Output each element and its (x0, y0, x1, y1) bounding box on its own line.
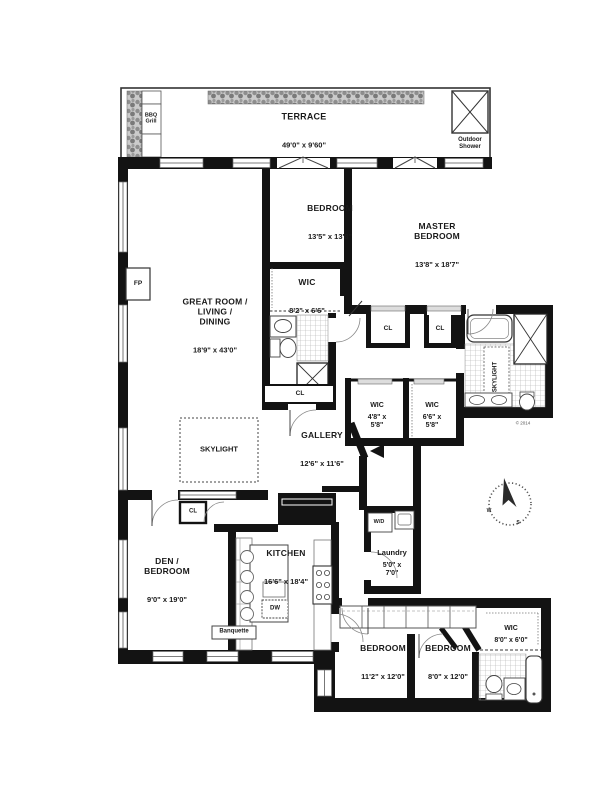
master-bathroom (465, 314, 547, 410)
room-label-wic-mid: WIC 6'6" x 5'8" (422, 401, 442, 429)
compass-west-label: W (486, 508, 492, 515)
room-label-den: DEN / BEDROOM 9'0" x 19'0" (144, 555, 190, 604)
skylight-label-great-room: SKYLIGHT (200, 444, 238, 454)
compass-south-label: S (516, 520, 520, 527)
closet-label: CL (189, 508, 197, 515)
bathtub (526, 656, 542, 703)
room-label-bedroom-3: BEDROOM 11'2" x 12'0" (360, 642, 406, 681)
outdoor-shower-box (452, 91, 488, 133)
compass (486, 478, 531, 525)
bbq-grill-label: BBQ Grill (144, 112, 158, 125)
room-label-wic-small: WIC 4'8" x 5'8" (367, 401, 387, 429)
closet-label: CL (295, 390, 305, 398)
toilet (280, 339, 296, 358)
room-label-wic-rear: WIC 8'0" x 6'0" (494, 624, 528, 644)
banquette-label: Banquette (219, 628, 249, 635)
fireplace-label: FP (133, 280, 143, 288)
washer-dryer-label: W/D (373, 518, 385, 525)
stool (241, 551, 254, 564)
stool (241, 571, 254, 584)
sink (507, 684, 521, 695)
toilet (520, 394, 535, 410)
room-label-terrace: TERRACE 49'0" x 9'60" (281, 111, 327, 150)
room-label-master-bedroom: MASTER BEDROOM 13'8" x 18'7" (414, 220, 460, 269)
closet-label: CL (435, 325, 445, 333)
copyright-text: © 2014 (515, 420, 531, 426)
room-label-bedroom-top: BEDROOM 13'5" x 13'8" (307, 202, 353, 241)
room-label-laundry: Laundry 5'0" x 7'0" (377, 547, 407, 577)
room-label-great-room: GREAT ROOM / LIVING / DINING 18'9" x 43'0" (182, 296, 248, 355)
room-label-bedroom-4: BEDROOM 8'0" x 12'0" (425, 642, 471, 681)
stool (241, 591, 254, 604)
room-label-wic-master: WIC 8'2" x 6'6" (289, 276, 325, 315)
skylight-label-bath: SKYLIGHT (492, 361, 499, 393)
toilet (486, 676, 502, 693)
closet-label: CL (383, 325, 393, 333)
outdoor-shower-label: Outdoor Shower (458, 136, 482, 150)
room-label-gallery: GALLERY 12'6" x 11'6" (300, 429, 344, 468)
room-label-kitchen: KITCHEN 16'6" x 18'4" (263, 547, 309, 586)
stool (241, 608, 254, 621)
dishwasher-label: DW (270, 605, 280, 612)
planter-strip-left (127, 91, 142, 157)
